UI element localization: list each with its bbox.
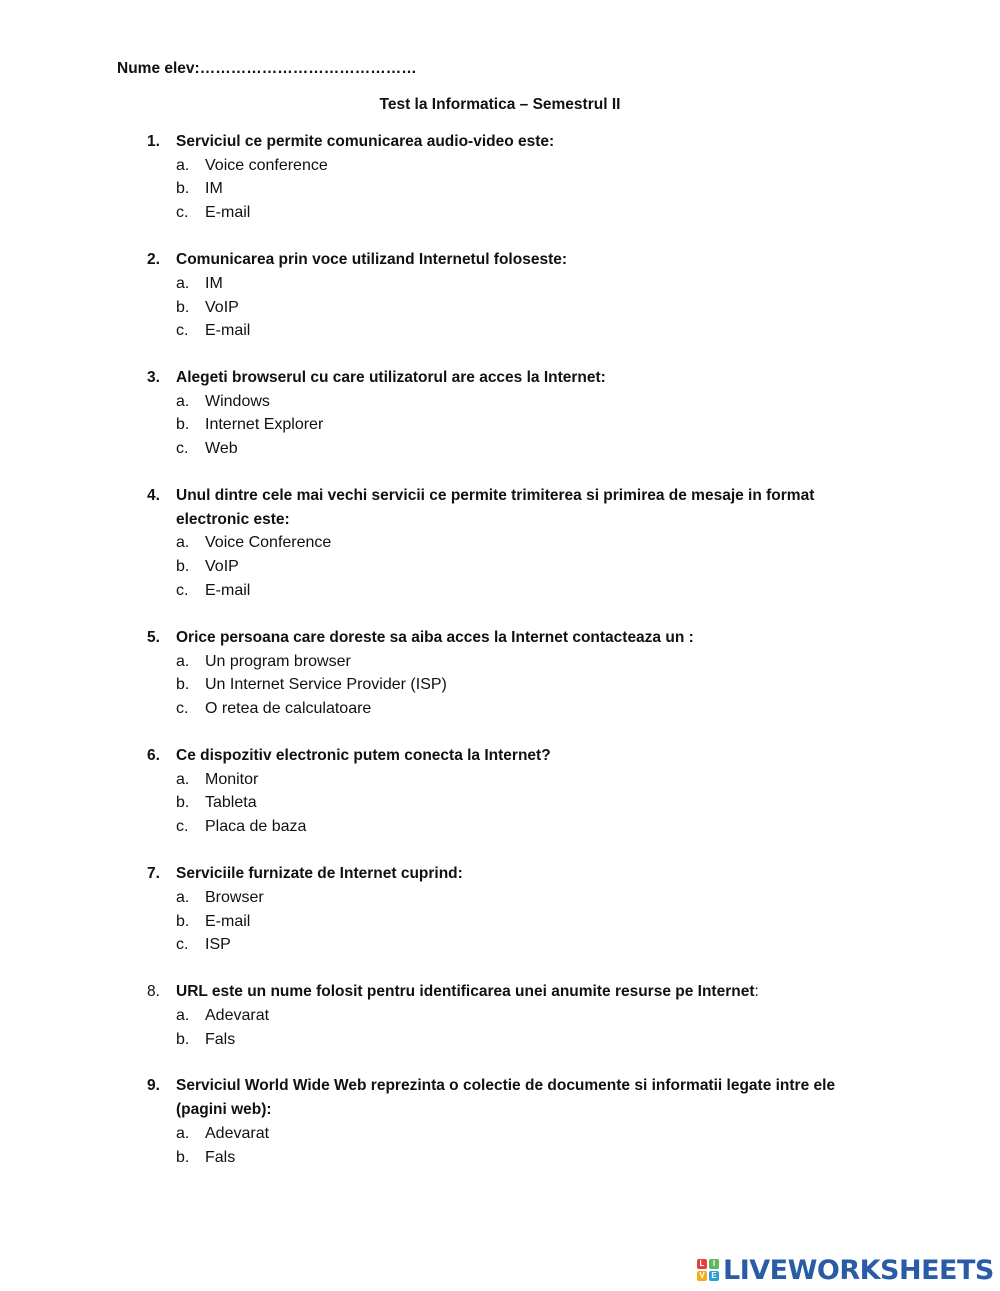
student-name-line: Nume elev:…………………………………… — [117, 60, 417, 77]
option-item: a. Voice Conference — [176, 534, 332, 551]
liveworksheets-wordmark: LIVEWORKSHEETS — [723, 1254, 994, 1286]
question-number: 8. — [147, 983, 160, 1000]
option-item: a. Adevarat — [176, 1007, 270, 1024]
test-title: Test la Informatica – Semestrul II — [379, 96, 621, 113]
option-item: a. Monitor — [176, 771, 259, 788]
question-text: Orice persoana care doreste sa aiba acces la Internet contacteaza un : — [176, 629, 694, 646]
option-item: c. E-mail — [176, 582, 251, 599]
question-text: Ce dispozitiv electronic putem conecta la Internet? — [176, 747, 551, 764]
question-text: Serviciile furnizate de Internet cuprind: — [176, 865, 463, 882]
option-item: b. VoIP — [176, 558, 239, 575]
question-number: 1. — [147, 133, 160, 150]
question-number: 7. — [147, 865, 160, 882]
question-number: 9. — [147, 1077, 160, 1094]
question-text: URL este un nume folosit pentru identificarea unei anumite resurse pe Internet: — [176, 983, 759, 1000]
option-item: c. ISP — [176, 936, 231, 953]
question-number: 4. — [147, 487, 160, 504]
question-number: 6. — [147, 747, 160, 764]
liveworksheets-mark-icon: L I V E — [697, 1259, 719, 1281]
option-item: a. Voice conference — [176, 157, 328, 174]
option-item: a. Adevarat — [176, 1125, 270, 1142]
option-item: b. Fals — [176, 1149, 236, 1166]
option-item: c. O retea de calculatoare — [176, 700, 372, 717]
option-item: b. Tableta — [176, 794, 257, 811]
option-item: c. E-mail — [176, 204, 251, 221]
option-item: b. Fals — [176, 1031, 236, 1048]
option-item: b. Un Internet Service Provider (ISP) — [176, 676, 447, 693]
question-text: Comunicarea prin voce utilizand Internetul foloseste: — [176, 251, 568, 268]
question-text: Serviciul World Wide Web reprezinta o colectie de documente si informatii legate intre ele (pagini web): — [176, 1077, 836, 1118]
question-number: 5. — [147, 629, 160, 646]
question-number: 3. — [147, 369, 160, 386]
question-number: 2. — [147, 251, 160, 268]
option-item: a. IM — [176, 275, 223, 292]
question-text: Unul dintre cele mai vechi servicii ce permite trimiterea si primirea de mesaje in format electronic este: — [176, 487, 815, 528]
option-item: b. Internet Explorer — [176, 416, 324, 433]
question-text: Alegeti browserul cu care utilizatorul are acces la Internet: — [176, 369, 606, 386]
option-item: a. Un program browser — [176, 653, 351, 670]
option-item: b. IM — [176, 180, 223, 197]
option-item: a. Windows — [176, 393, 270, 410]
option-item: b. E-mail — [176, 913, 251, 930]
option-item: c. Placa de baza — [176, 818, 307, 835]
option-item: c. Web — [176, 440, 238, 457]
option-item: a. Browser — [176, 889, 264, 906]
option-item: c. E-mail — [176, 322, 251, 339]
liveworksheets-logo — [697, 1256, 994, 1284]
option-item: b. VoIP — [176, 299, 239, 316]
question-text: Serviciul ce permite comunicarea audio-video este: — [176, 133, 555, 150]
